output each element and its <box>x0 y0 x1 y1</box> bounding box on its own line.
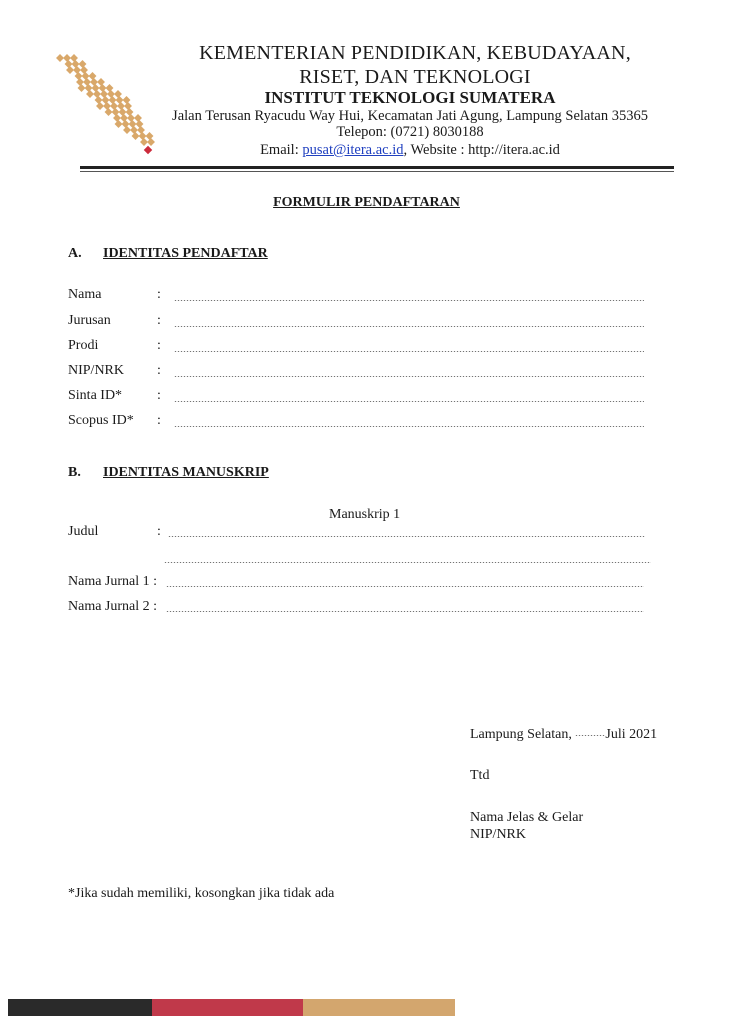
field-label-judul: Judul <box>68 524 99 539</box>
field-label-sinta: Sinta ID* <box>68 388 123 403</box>
field-fill-line-sinta[interactable] <box>174 401 644 402</box>
phone-line: Telepon: (0721) 8030188 <box>336 124 484 140</box>
field-fill-line-prodi[interactable] <box>174 351 644 352</box>
field-colon: : <box>157 313 161 328</box>
field-colon: : <box>157 338 161 353</box>
signature-name: Nama Jelas & Gelar <box>470 810 584 825</box>
section-b-title: IDENTITAS MANUSKRIP <box>103 465 269 480</box>
field-fill-line-jurnal-2[interactable] <box>166 611 644 612</box>
manuscript-subtitle: Manuskrip 1 <box>329 507 401 522</box>
institution-name: INSTITUT TEKNOLOGI SUMATERA <box>264 88 556 107</box>
field-colon: : <box>157 524 161 539</box>
footer-bar-dark <box>8 999 152 1016</box>
field-colon: : <box>157 413 161 428</box>
field-label-nama: Nama <box>68 287 102 302</box>
field-colon: : <box>157 287 161 302</box>
field-fill-line-nama[interactable] <box>174 300 644 301</box>
field-fill-line-judul-2[interactable] <box>164 562 651 563</box>
field-fill-line-jurusan[interactable] <box>174 326 644 327</box>
date-suffix: Juli 2021 <box>605 727 658 742</box>
contact-line <box>0 142 733 159</box>
footer-bar-red <box>152 999 303 1016</box>
field-label-scopus: Scopus ID* <box>68 413 134 428</box>
date-fill-line[interactable] <box>575 735 605 736</box>
field-label-nip: NIP/NRK <box>68 363 125 378</box>
footer-bar-gold <box>303 999 455 1016</box>
field-label-jurnal-1: Nama Jurnal 1 : <box>68 574 158 589</box>
email-link[interactable]: pusat@itera.ac.id <box>302 142 404 158</box>
field-fill-line-judul-1[interactable] <box>168 536 645 537</box>
place-text: Lampung Selatan, <box>470 727 576 742</box>
ministry-line-2: RISET, DAN TEKNOLOGI <box>299 66 531 88</box>
header-rule-thin <box>80 171 674 172</box>
field-label-prodi: Prodi <box>68 338 99 353</box>
website-text: , Website : http://itera.ac.id <box>403 142 560 158</box>
email-prefix: Email: <box>260 142 303 158</box>
section-a-letter: A. <box>68 246 82 261</box>
field-colon: : <box>157 388 161 403</box>
signature-nip: NIP/NRK <box>470 827 527 842</box>
address-line: Jalan Terusan Ryacudu Way Hui, Kecamatan Jati Agung, Lampung Selatan 35365 <box>172 108 648 124</box>
section-a-title: IDENTITAS PENDAFTAR <box>103 246 268 261</box>
ministry-line-1: KEMENTERIAN PENDIDIKAN, KEBUDAYAAN, <box>199 42 631 64</box>
footnote: *Jika sudah memiliki, kosongkan jika tidak ada <box>68 886 335 901</box>
field-fill-line-scopus[interactable] <box>174 426 644 427</box>
signature-ttd: Ttd <box>470 768 490 783</box>
field-label-jurusan: Jurusan <box>68 313 111 328</box>
field-label-jurnal-2: Nama Jurnal 2 : <box>68 599 158 614</box>
field-colon: : <box>157 363 161 378</box>
section-b-letter: B. <box>68 465 81 480</box>
field-fill-line-jurnal-1[interactable] <box>166 586 644 587</box>
header-rule-thick <box>80 166 674 169</box>
field-fill-line-nip[interactable] <box>174 376 644 377</box>
place-date-line <box>470 727 657 743</box>
form-title: FORMULIR PENDAFTARAN <box>273 195 460 210</box>
